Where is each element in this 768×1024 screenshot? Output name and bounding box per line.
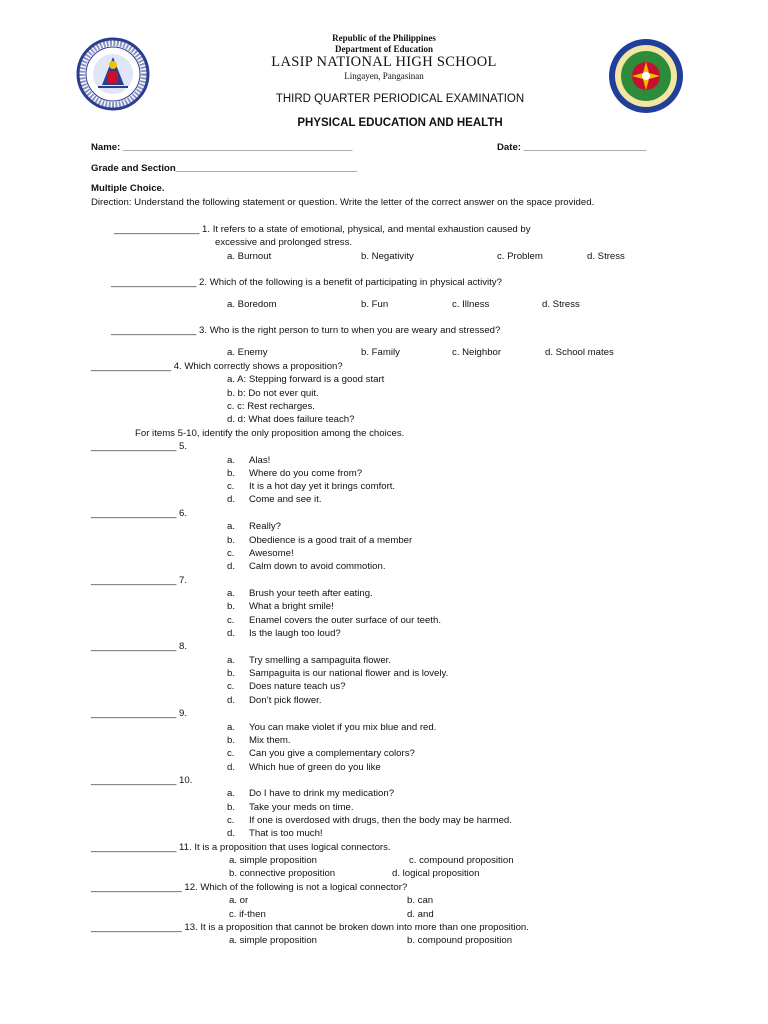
question-13: _________________ 13. It is a proposition that cannot be broken down into more than one proposition. [91,922,529,933]
date-field[interactable]: Date: _______________________ [497,142,647,153]
question-11: ________________ 11. It is a proposition that uses logical connectors. [91,842,391,853]
exam-title: THIRD QUARTER PERIODICAL EXAMINATION [275,93,525,105]
q4-option-b: b. b: Do not ever quit. [227,388,319,399]
q12-option-b: b. can [407,895,434,906]
question-5: ________________ 5. [91,441,188,452]
q8-letter-c: c. [227,681,235,692]
q7-letter-a: a. [227,588,236,599]
q6-letter-a: a. [227,521,236,532]
q8-option-b: Sampaguita is our national flower and is lovely. [249,668,449,679]
q9-option-c: Can you give a complementary colors? [249,748,415,759]
republic-text: Republic of the Philippines [332,33,436,43]
q8-letter-b: b. [227,668,236,679]
q10-letter-a: a. [227,788,236,799]
q13-option-a: a. simple proposition [229,935,317,946]
q10-option-c: If one is overdosed with drugs, then the body may be harmed. [249,815,512,826]
items-5-10-note: For items 5-10, identify the only proposition among the choices. [135,428,405,439]
exam-subject: PHYSICAL EDUCATION AND HEALTH [297,117,503,129]
section-type: Multiple Choice. [91,183,165,194]
q9-option-d: Which hue of green do you like [249,762,381,773]
question-2: ________________ 2. Which of the following is a benefit of participating in physical activity? [111,277,502,288]
q6-option-b: Obedience is a good trait of a member [249,535,413,546]
q6-option-d: Calm down to avoid commotion. [249,561,386,572]
q9-letter-a: a. [227,722,236,733]
question-4: _______________ 4. Which correctly shows a proposition? [91,361,343,372]
grade-section-field[interactable]: Grade and Section__________________________________ [91,163,358,174]
question-3: ________________ 3. Who is the right person to turn to when you are weary and stressed? [111,325,501,336]
q6-option-c: Awesome! [249,548,294,559]
q8-option-d: Don’t pick flower. [249,695,322,706]
q12-option-d: d. and [407,909,434,920]
question-9: ________________ 9. [91,708,188,719]
q12-option-a: a. or [229,895,249,906]
q7-option-c: Enamel covers the outer surface of our teeth. [249,615,441,626]
q10-option-d: That is too much! [249,828,323,839]
q3-option-d: d. School mates [545,347,614,358]
q8-letter-d: d. [227,695,236,706]
q1-option-d: d. Stress [587,251,625,262]
q9-letter-c: c. [227,748,235,759]
q9-option-a: You can make violet if you mix blue and red. [249,722,437,733]
school-name: LASIP NATIONAL HIGH SCHOOL [271,54,497,70]
q1-option-a: a. Burnout [227,251,272,262]
q2-option-b: b. Fun [361,299,389,310]
question-1: ________________ 1. It refers to a state of emotional, physical, and mental exhaustion caused by [114,224,531,235]
q8-letter-a: a. [227,655,236,666]
q6-letter-d: d. [227,561,236,572]
q4-option-a: a. A: Stepping forward is a good start [227,374,385,385]
q10-letter-d: d. [227,828,236,839]
q10-option-a: Do I have to drink my medication? [249,788,395,799]
q2-option-d: d. Stress [542,299,580,310]
q6-option-a: Really? [249,521,281,532]
q11-option-d: d. logical proposition [392,868,480,879]
q3-option-b: b. Family [361,347,400,358]
question-1-continued: excessive and prolonged stress. [215,237,353,248]
q10-letter-c: c. [227,815,235,826]
q7-letter-d: d. [227,628,236,639]
q9-option-b: Mix them. [249,735,291,746]
q5-letter-a: a. [227,455,236,466]
q11-option-a: a. simple proposition [229,855,317,866]
q10-option-b: Take your meds on time. [249,802,354,813]
q7-letter-b: b. [227,601,236,612]
q6-letter-c: c. [227,548,235,559]
q5-letter-d: d. [227,494,236,505]
q4-option-c: c. c: Rest recharges. [227,401,315,412]
q5-letter-c: c. [227,481,235,492]
q10-letter-b: b. [227,802,236,813]
question-7: ________________ 7. [91,575,188,586]
q5-option-d: Come and see it. [249,494,322,505]
q7-option-d: Is the laugh too loud? [249,628,341,639]
q9-letter-b: b. [227,735,236,746]
name-field[interactable]: Name: ___________________________________________ [91,142,353,153]
q9-letter-d: d. [227,762,236,773]
q1-option-c: c. Problem [497,251,543,262]
q5-option-b: Where do you come from? [249,468,363,479]
question-10: ________________ 10. [91,775,193,786]
q8-option-a: Try smelling a sampaguita flower. [249,655,392,666]
question-8: ________________ 8. [91,641,188,652]
school-location: Lingayen, Pangasinan [344,71,424,81]
q7-option-a: Brush your teeth after eating. [249,588,373,599]
q3-option-c: c. Neighbor [452,347,502,358]
q11-option-c: c. compound proposition [409,855,514,866]
q7-letter-c: c. [227,615,235,626]
q2-option-a: a. Boredom [227,299,277,310]
question-12: _________________ 12. Which of the following is not a logical connector? [91,882,408,893]
q8-option-c: Does nature teach us? [249,681,346,692]
q5-option-c: It is a hot day yet it brings comfort. [249,481,396,492]
direction-text: Direction: Understand the following statement or question. Write the letter of the correct answer on the space provided. [91,197,595,208]
question-6: ________________ 6. [91,508,188,519]
q5-letter-b: b. [227,468,236,479]
q4-option-d: d. d: What does failure teach? [227,414,355,425]
q3-option-a: a. Enemy [227,347,268,358]
q5-option-a: Alas! [249,455,271,466]
department-text: Department of Education [335,44,433,54]
q6-letter-b: b. [227,535,236,546]
q11-option-b: b. connective proposition [229,868,336,879]
q1-option-b: b. Negativity [361,251,414,262]
q13-option-b: b. compound proposition [407,935,513,946]
q2-option-c: c. Illness [452,299,490,310]
q7-option-b: What a bright smile! [249,601,334,612]
q12-option-c: c. if-then [229,909,266,920]
